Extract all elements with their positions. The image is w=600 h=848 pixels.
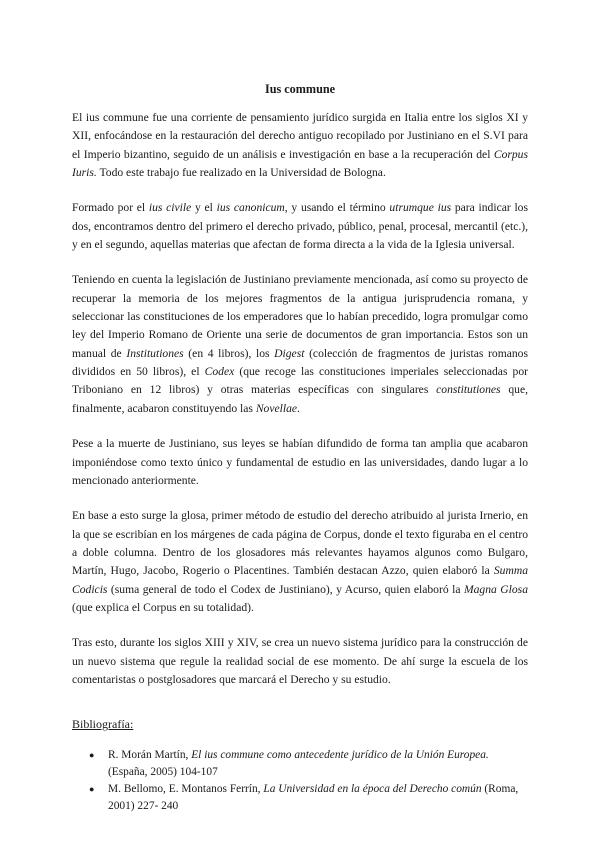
italic-term: Digest: [274, 346, 305, 360]
text-run: En base a esto surge la glosa, primer método de estudio del derecho atribuido al jurista Irnerio, en la que se escribían en los márgenes de cada página de Corpus, donde el texto figuraba en el centro a doble columna. Dentro de los glosadores más relevantes hayamos algunos como Bulgaro, Martín, Hugo, Jacobo, Rogerio o Placentines. También destacan Azzo, quien elaboró la: [72, 509, 528, 578]
text-run: (en 4 libros), los: [183, 346, 275, 360]
text-run: Pese a la muerte de Justiniano, sus leyes se habían difundido de forma tan amplia que acabaron imponiéndose como texto único y fundamental de estudio en las universidades, dando lugar a lo mencionado anteriormente.: [72, 437, 528, 487]
text-run: (suma general de todo el Codex de Justiniano), y Acurso, quien elaboró la: [107, 582, 464, 596]
italic-term: Corpus Iuris.: [72, 147, 528, 180]
paragraph-3: [72, 271, 528, 418]
bibliography-details: (Roma, 2001) 227- 240: [108, 783, 519, 812]
bullet-icon: ●: [89, 750, 95, 761]
document-page: [72, 82, 528, 815]
text-run: y el: [191, 201, 217, 215]
text-run: (que explica el Corpus en su totalidad).: [72, 600, 254, 614]
bibliography-item: [72, 747, 528, 780]
italic-term: ius canonicum: [216, 201, 285, 215]
italic-term: Institutiones: [126, 346, 184, 360]
italic-term: ius civile: [148, 201, 192, 215]
text-run: (que recoge las constituciones imperiales seleccionadas por Triboniano en 12 libros) y otras materias específicas con singulares: [72, 365, 528, 397]
bibliography-work-title: El ius commune como antecedente jurídico de la Unión Europea.: [191, 749, 489, 762]
bibliography-author: M. Bellomo, E. Montanos Ferrín,: [108, 783, 264, 796]
text-run: Todo este trabajo fue realizado en la Universidad de Bologna.: [96, 166, 386, 180]
paragraph-4: [72, 435, 528, 490]
italic-term: Magna Glosa: [463, 582, 528, 596]
italic-term: constitutiones: [436, 383, 501, 397]
bibliography-details: (España, 2005) 104-107: [108, 765, 218, 778]
text-run: , y usando el término: [284, 201, 390, 215]
italic-term: Codex: [204, 365, 235, 379]
text-run: que, finalmente, acabaron constituyendo las: [72, 383, 528, 415]
bibliography-list: [72, 747, 528, 814]
text-run: .: [297, 401, 300, 415]
paragraph-5: [72, 507, 528, 617]
bibliography-work-title: La Universidad en la época del Derecho común: [263, 783, 482, 796]
italic-term: utrumque ius: [389, 201, 452, 215]
paragraph-2: [72, 199, 528, 254]
text-run: Tras esto, durante los siglos XIII y XIV, se crea un nuevo sistema jurídico para la construcción de un nuevo sistema que regule la realidad social de ese momento. De ahí surge la escuela de los comentaristas o postglosadores que marcará el Derecho y su estudio.: [72, 636, 528, 686]
paragraph-6: [72, 634, 528, 689]
bullet-icon: ●: [89, 784, 95, 795]
text-run: (colección de fragmentos de juristas romanos divididos en 50 libros), el: [72, 346, 528, 379]
bibliography-author: R. Morán Martín,: [108, 749, 192, 762]
italic-term: Summa Codicis: [72, 564, 528, 596]
paragraph-1: [72, 109, 528, 182]
text-run: El ius commune fue una corriente de pensamiento jurídico surgida en Italia entre los siglos XI y XII, enfocándose en la restauración del derecho antiguo recopilado por Justiniano en el S.VI para el Imperio bizantino, seguido de un análisis e investigación en base a la recuperación del: [72, 111, 528, 161]
document-title: Ius commune: [264, 82, 336, 96]
italic-term: Novellae: [255, 401, 298, 415]
text-run: Formado por el: [72, 201, 149, 215]
text-run: para indicar los dos, encontramos dentro del primero el derecho privado, público, penal, procesal, mercantil (etc.), y en el segundo, aquellas materias que afectan de forma directa a la vida de la Iglesia universal.: [72, 201, 528, 252]
bibliography-item: [72, 781, 528, 814]
bibliography-heading: Bibliografía:: [72, 717, 134, 732]
text-run: Teniendo en cuenta la legislación de Justiniano previamente mencionada, así como su proyecto de recuperar la memoria de los mejores fragmentos de la antigua jurisprudencia romana, y seleccionar las constituciones de los emperadores que lo habían precedido, logra promulgar como ley del Imperio Romano de Oriente una serie de documentos de gran importancia. Estos son un manual de: [72, 273, 528, 360]
